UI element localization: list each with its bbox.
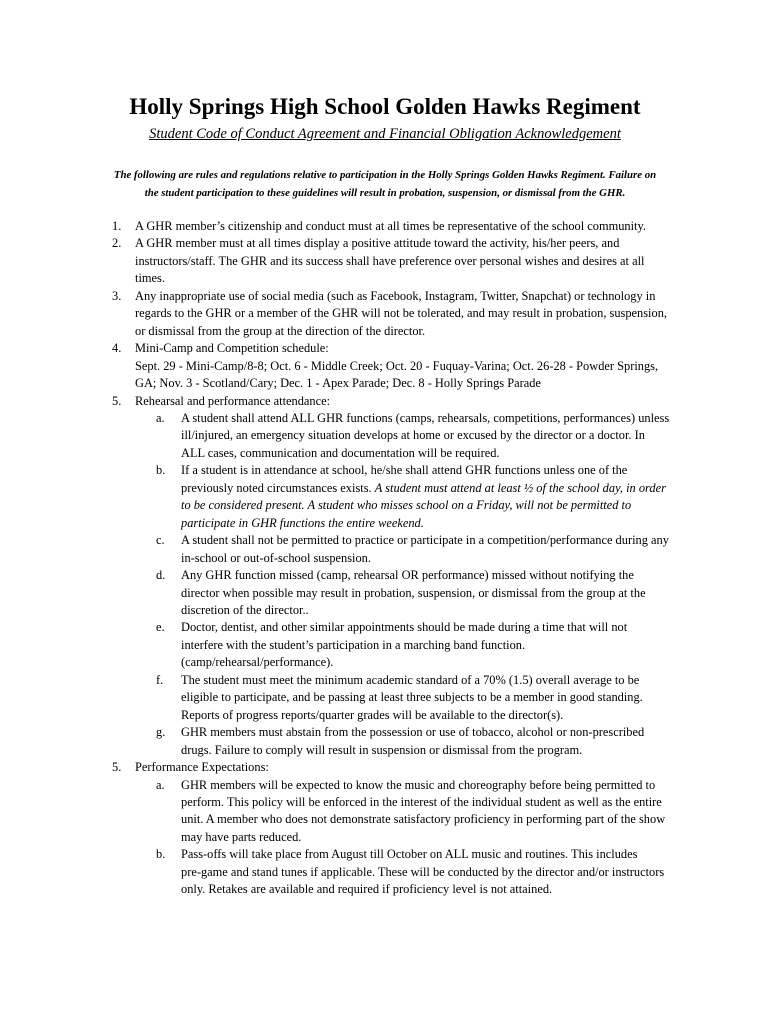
sub-item-line: Pass-offs will take place from August till October on ALL music and routines. This includes [181, 847, 638, 862]
sub-item-5e [0, 619, 770, 671]
rule-item-6 [0, 759, 770, 776]
sub-item-letter: a. [156, 410, 165, 425]
rule-item-5 [0, 393, 770, 410]
schedule-line: GA; Nov. 3 - Scotland/Cary; Dec. 1 - Apex Parade; Dec. 8 - Holly Springs Parade [135, 376, 541, 391]
sub-item-line: GHR members will be expected to know the music and choreography before being permitted to [181, 777, 656, 792]
sub-item-line: discretion of the director.. [181, 602, 309, 617]
sub-item-line: perform. This policy will be enforced in the interest of the individual student as well as the entire [181, 794, 662, 809]
sub-item-letter: a. [156, 777, 165, 792]
rule-number: 4. [112, 341, 122, 356]
rule-text-line: or dismissal from the group at the direction of the director. [135, 323, 426, 338]
sub-item-5c [0, 532, 770, 567]
rule-number: 5. [112, 393, 122, 408]
rule-item-1 [0, 218, 770, 235]
intro-line: The following are rules and regulations relative to participation in the Holly Springs Golden Hawks Regiment. Failure on [113, 169, 657, 181]
rule-text-line: Any inappropriate use of social media (such as Facebook, Instagram, Twitter, Snapchat) or technology in [135, 288, 656, 303]
rule-item-2 [0, 235, 770, 287]
sub-item-line: If a student is in attendance at school, he/she shall attend GHR functions unless one of the [181, 463, 628, 478]
sub-item-text: previously noted circumstances exists. [181, 480, 375, 495]
sub-item-line: Any GHR function missed (camp, rehearsal OR performance) missed without notifying the [181, 568, 634, 583]
sub-item-letter: b. [156, 463, 166, 478]
rule-item-4 [0, 340, 770, 392]
sub-item-line: may have parts reduced. [181, 829, 302, 844]
sub-item-italic-text: A student must attend at least ½ of the school day, in order [374, 480, 666, 495]
rule-text-line: times. [135, 271, 165, 286]
sub-item-letter: d. [156, 568, 166, 583]
sub-item-line: (camp/rehearsal/performance). [181, 655, 334, 670]
sub-item-line: unit. A member who does not demonstrate satisfactory proficiency in performing part of the show [181, 812, 666, 827]
intro-line: the student participation to these guidelines will result in probation, suspension, or dismissal from the GHR. [144, 187, 626, 199]
sub-item-letter: c. [156, 533, 165, 548]
rule-text-line: A GHR member’s citizenship and conduct must at all times be representative of the school community. [135, 219, 646, 233]
sub-item-line: drugs. Failure to comply will result in suspension or dismissal from the program. [181, 742, 583, 757]
rule-number: 1. [112, 219, 122, 233]
sub-item-5b [0, 462, 770, 532]
intro-paragraph [88, 166, 682, 202]
sub-item-italic-line: participate in GHR functions the entire weekend. [181, 515, 424, 530]
sub-item-5a [0, 410, 770, 462]
sub-item-letter: g. [156, 725, 166, 740]
rules-list [0, 218, 770, 899]
sub-item-6a [0, 777, 770, 847]
sub-item-letter: e. [156, 620, 165, 635]
rule-text-line: Mini-Camp and Competition schedule: [135, 341, 329, 356]
sub-item-line: eligible to participate, and be passing at least three subjects to be a member in good standing. [181, 690, 643, 705]
sub-item-italic-line: to be considered present. A student who misses school on a Friday, will not be permitted to [181, 498, 632, 513]
schedule-line: Sept. 29 - Mini-Camp/8-8; Oct. 6 - Middle Creek; Oct. 20 - Fuquay-Varina; Oct. 26-28 - Powder Springs, [135, 358, 659, 373]
sub-item-line: ALL cases, communication and documentation will be required. [181, 445, 500, 460]
sub-item-6b [0, 846, 770, 898]
sub-item-line: pre-game and stand tunes if applicable. These will be conducted by the director and/or instructors [181, 864, 665, 879]
sub-item-line: ill/injured, an emergency situation develops at home or excused by the director or a doctor. In [181, 428, 645, 443]
sub-item-letter: b. [156, 847, 166, 862]
sub-item-letter: f. [156, 672, 164, 687]
sub-item-5f [0, 672, 770, 724]
rule-text-line: Rehearsal and performance attendance: [135, 393, 331, 408]
sub-item-line: Doctor, dentist, and other similar appointments should be made during a time that will not [181, 620, 628, 635]
sub-item-line: director when possible may result in probation, suspension, or dismissal from the group at the [181, 585, 646, 600]
sub-item-line: in-school or out-of-school suspension. [181, 550, 371, 565]
rule-item-3 [0, 288, 770, 340]
rule-number: 3. [112, 288, 122, 303]
sub-item-line: only. Retakes are available and required if proficiency level is not attained. [181, 882, 553, 897]
rule-text-line: regards to the GHR or a member of the GHR will not be tolerated, and may result in probation, suspension, [135, 306, 667, 321]
sub-item-line: A student shall not be permitted to practice or participate in a competition/performance during any [181, 533, 669, 548]
sub-item-5d [0, 567, 770, 619]
sub-item-line: A student shall attend ALL GHR functions (camps, rehearsals, competitions, performances) unless [181, 410, 670, 425]
sub-item-line: The student must meet the minimum academic standard of a 70% (1.5) overall average to be [181, 672, 640, 687]
rule-text-line: A GHR member must at all times display a positive attitude toward the activity, his/her peers, and [135, 236, 620, 251]
page-subtitle: Student Code of Conduct Agreement and Financial Obligation Acknowledgement [149, 126, 621, 142]
rule-number: 5. [112, 760, 122, 775]
sub-item-line: Reports of progress reports/quarter grades will be available to the director(s). [181, 707, 564, 722]
rule-text-line: instructors/staff. The GHR and its success shall have preference over personal wishes and desires at all [135, 253, 645, 268]
sub-item-line: GHR members must abstain from the possession or use of tobacco, alcohol or non-prescribed [181, 725, 645, 740]
sub-item-line [181, 480, 770, 497]
sub-item-line: interfere with the student’s participation in a marching band function. [181, 637, 526, 652]
sub-item-5g [0, 724, 770, 759]
rule-text-line: Performance Expectations: [135, 760, 269, 775]
rule-number: 2. [112, 236, 122, 251]
page-title: Holly Springs High School Golden Hawks Regiment [129, 94, 641, 119]
